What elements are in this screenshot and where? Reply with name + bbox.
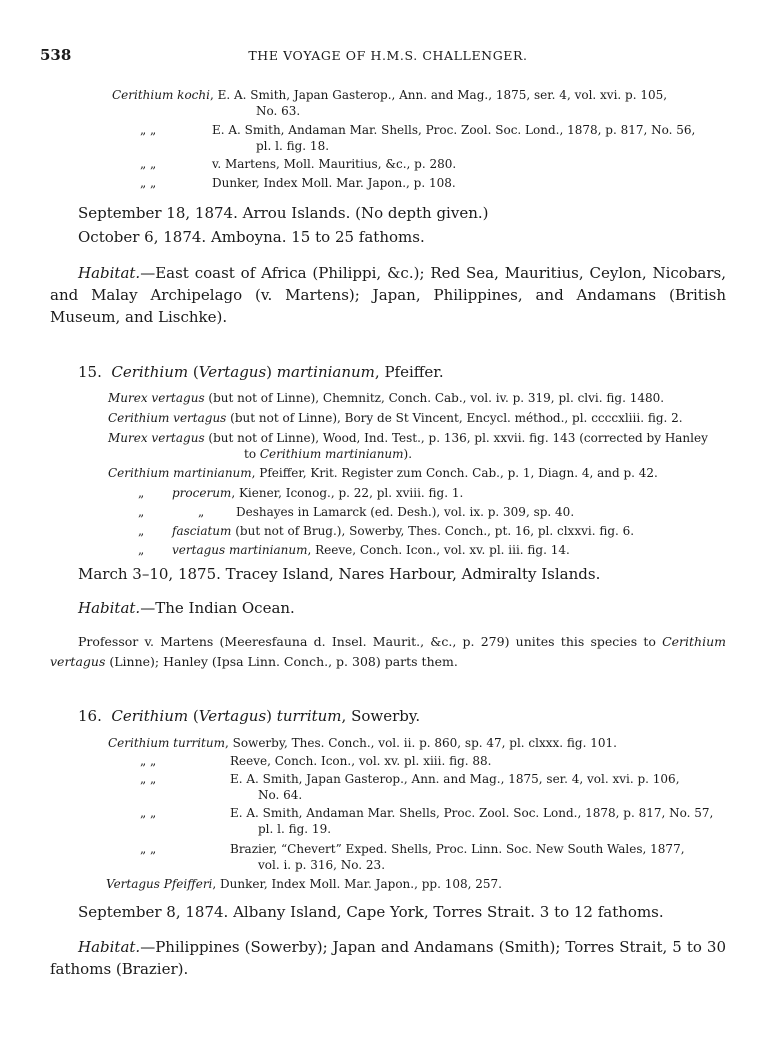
habitat-label: Habitat. xyxy=(78,264,141,282)
habitat-paragraph xyxy=(50,262,726,328)
ditto-marks: „ xyxy=(138,505,145,519)
station-record: September 8, 1874. Albany Island, Cape York, Torres Strait. 3 to 12 fathoms. xyxy=(78,903,664,921)
synonymy-entry: Cerithium vertagus (but not of Linne), Bory de St Vincent, Encycl. méthod., pl. ccccxliii. fig. 2. xyxy=(108,411,683,425)
synonymy-entry: vertagus martinianum, Reeve, Conch. Icon., vol. xv. pl. iii. fig. 14. xyxy=(172,543,570,557)
habitat-text: —The Indian Ocean. xyxy=(140,599,295,617)
ditto-marks: „ „ xyxy=(140,123,157,137)
citation-text: E. A. Smith, Japan Gasterop., Ann. and Mag., 1875, ser. 4, vol. xvi. p. 106, xyxy=(230,772,680,786)
habitat-text: —East coast of Africa (Philippi, &c.); Red Sea, Mauritius, Ceylon, Nicobars, and Malay Archipelago (v. Martens); Japan, Philippines, and Andamans (British Museum, and Lischke). xyxy=(50,264,726,326)
station-record: September 18, 1874. Arrou Islands. (No depth given.) xyxy=(78,204,489,222)
ditto-marks: „ xyxy=(138,486,145,500)
ditto-marks: „ „ xyxy=(140,772,157,786)
page-number: 538 xyxy=(40,46,72,64)
synonymy-entry: Cerithium turritum, Sowerby, Thes. Conch., vol. ii. p. 860, sp. 47, pl. clxxx. fig. 101. xyxy=(108,736,617,750)
citation-continuation: No. 63. xyxy=(256,104,301,118)
citation-continuation: pl. l. fig. 18. xyxy=(256,139,330,153)
citation-continuation: pl. l. fig. 19. xyxy=(258,822,332,836)
ditto-marks: „ xyxy=(138,524,145,538)
habitat-text: —Philippines (Sowerby); Japan and Andamans (Smith); Torres Strait, 5 to 30 fathoms (Brazier). xyxy=(50,938,726,978)
habitat-label: Habitat. xyxy=(78,938,141,956)
citation-text: Deshayes in Lamarck (ed. Desh.), vol. ix. p. 309, sp. 40. xyxy=(236,505,575,519)
citation-continuation: vol. i. p. 316, No. 23. xyxy=(258,858,386,872)
ditto-marks: „ xyxy=(198,505,205,519)
ditto-marks: „ „ xyxy=(140,754,157,768)
citation-continuation: to Cerithium martinianum). xyxy=(244,447,413,461)
citation-text: , E. A. Smith, Japan Gasterop., Ann. and Mag., 1875, ser. 4, vol. xvi. p. 105, xyxy=(209,88,668,102)
ditto-marks: „ „ xyxy=(140,806,157,820)
ditto-marks: „ „ xyxy=(140,157,157,171)
citation-text: E. A. Smith, Andaman Mar. Shells, Proc. Zool. Soc. Lond., 1878, p. 817, No. 56, xyxy=(212,123,696,137)
species-heading: 15. Cerithium (Vertagus) martinianum, Pfeiffer. xyxy=(78,363,444,381)
habitat-label: Habitat. xyxy=(78,599,141,617)
synonymy-entry: Murex vertagus (but not of Linne), Chemnitz, Conch. Cab., vol. iv. p. 319, pl. clvi. fig. 1480. xyxy=(108,391,665,405)
habitat-paragraph xyxy=(50,597,726,619)
page-header xyxy=(40,46,736,66)
synonymy-entry: Cerithium martinianum, Pfeiffer, Krit. Register zum Conch. Cab., p. 1, Diagn. 4, and p. 42. xyxy=(108,466,658,480)
citation-text: Reeve, Conch. Icon., vol. xv. pl. xiii. fig. 88. xyxy=(230,754,492,768)
citation-text: Brazier, “Chevert” Exped. Shells, Proc. Linn. Soc. New South Wales, 1877, xyxy=(230,842,685,856)
species-heading: 16. Cerithium (Vertagus) turritum, Sowerby. xyxy=(78,707,421,725)
synonymy-entry: Murex vertagus (but not of Linne), Wood, Ind. Test., p. 136, pl. xxvii. fig. 143 (corrected by Hanley xyxy=(108,431,708,445)
ditto-marks: „ „ xyxy=(140,842,157,856)
synonymy-entry: procerum, Kiener, Iconog., p. 22, pl. xviii. fig. 1. xyxy=(172,486,464,500)
citation-continuation: No. 64. xyxy=(258,788,303,802)
citation-text: Dunker, Index Moll. Mar. Japon., p. 108. xyxy=(212,176,456,190)
station-record: March 3–10, 1875. Tracey Island, Nares Harbour, Admiralty Islands. xyxy=(78,565,601,583)
remark-paragraph: Professor v. Martens (Meeresfauna d. Insel. Maurit., &c., p. 279) unites this species to Cerithium vertagus (Linne); Hanley (Ipsa Linn. Conch., p. 308) parts them. xyxy=(50,634,726,669)
habitat-paragraph xyxy=(50,936,726,980)
ditto-marks: „ xyxy=(138,543,145,557)
running-title: THE VOYAGE OF H.M.S. CHALLENGER. xyxy=(248,48,528,63)
station-record: October 6, 1874. Amboyna. 15 to 25 fathoms. xyxy=(78,228,425,246)
citation-text: E. A. Smith, Andaman Mar. Shells, Proc. Zool. Soc. Lond., 1878, p. 817, No. 57, xyxy=(230,806,714,820)
synonymy-entry xyxy=(112,87,667,103)
taxon-name: Cerithium kochi xyxy=(112,88,210,102)
citation-text: v. Martens, Moll. Mauritius, &c., p. 280. xyxy=(212,157,457,171)
ditto-marks: „ „ xyxy=(140,176,157,190)
synonymy-entry: fasciatum (but not of Brug.), Sowerby, Thes. Conch., pt. 16, pl. clxxvi. fig. 6. xyxy=(172,524,635,538)
synonymy-entry: Vertagus Pfeifferi, Dunker, Index Moll. Mar. Japon., pp. 108, 257. xyxy=(106,877,502,891)
